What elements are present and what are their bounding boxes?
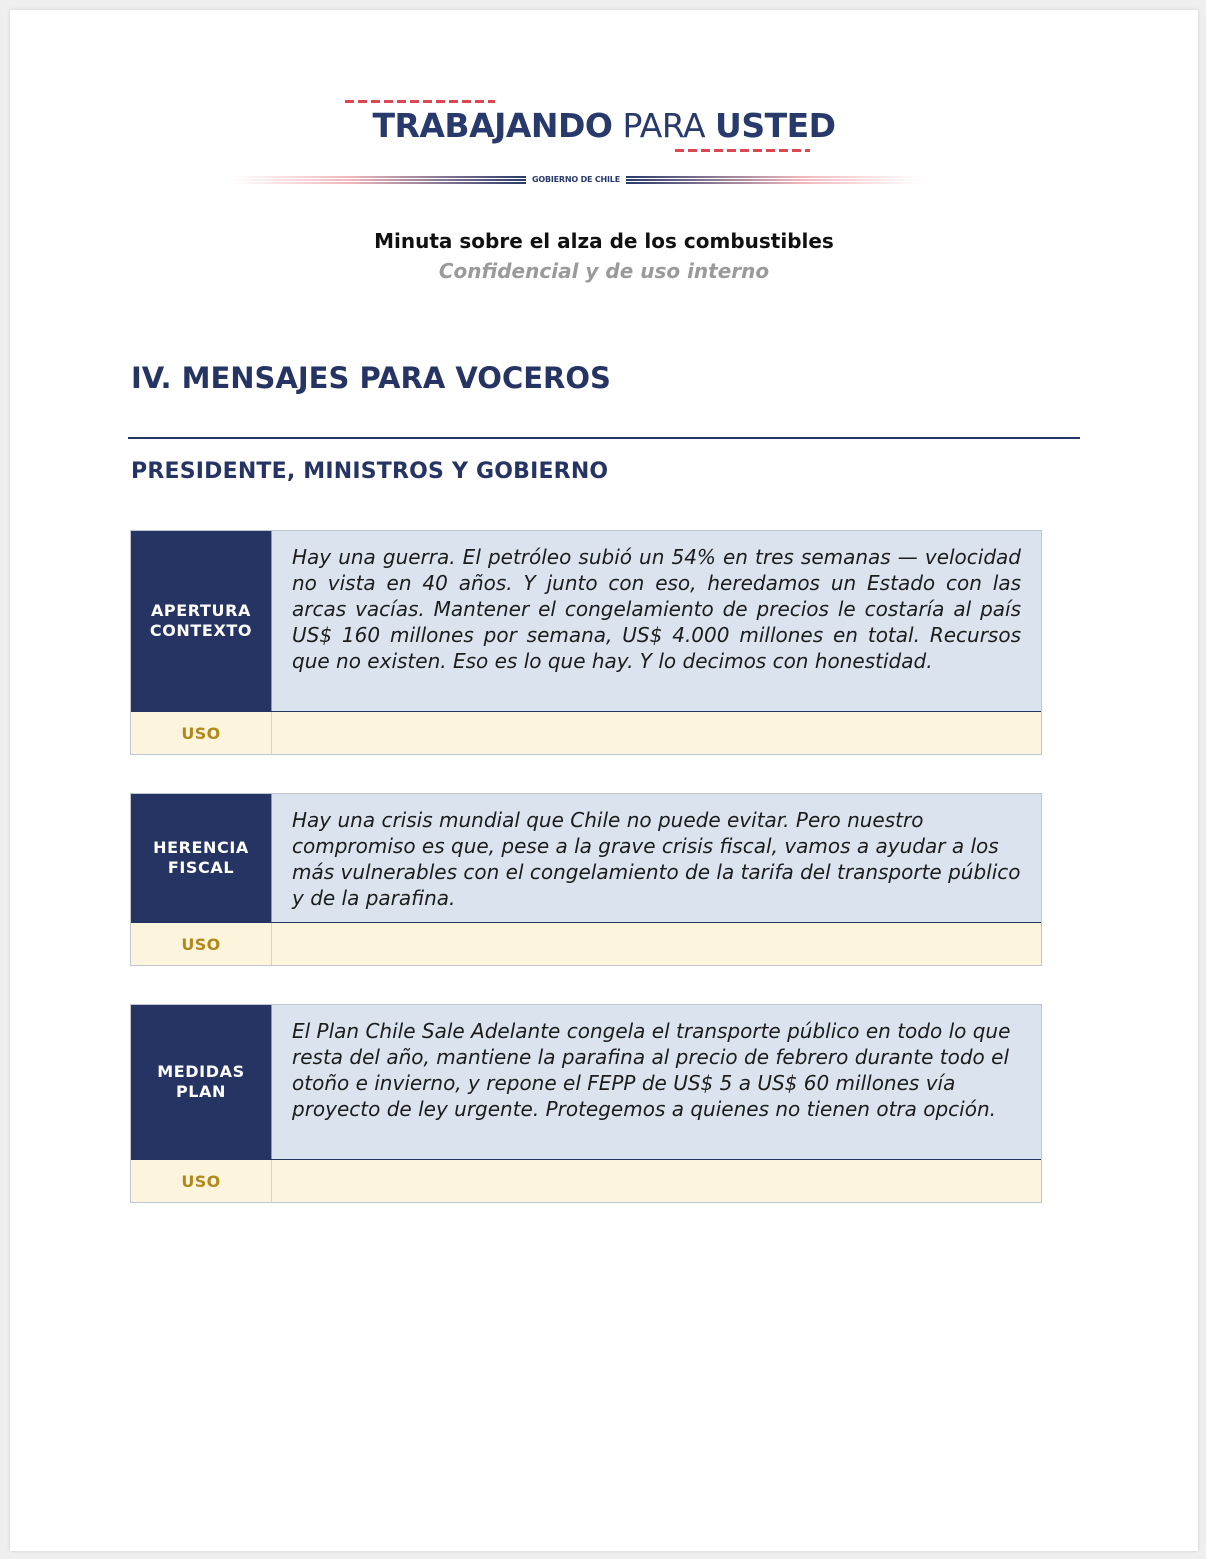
section-divider [128,437,1080,439]
message-text: Hay una crisis mundial que Chile no puede evitar. Pero nuestro compromiso es que, pese a la grave crisis fiscal, vamos a ayudar a los más vulnerables con el congelamiento de la tarifa del transporte público y de la parafina. [271,794,1041,922]
use-row [131,922,1041,965]
message-category-line-2: FISCAL [167,858,235,877]
message-category-label [131,1005,271,1159]
logo-wordmark [10,106,1198,146]
message-category-label [131,794,271,922]
message-block [130,793,1042,966]
use-label: USO [131,1160,271,1202]
section-subheading: PRESIDENTE, MINISTROS Y GOBIERNO [131,459,609,484]
document-title: Minuta sobre el alza de los combustibles [374,229,834,253]
document-page [10,10,1198,1551]
government-logo [10,10,1198,210]
logo-dashes-bottom [675,149,810,152]
message-category-line-2: CONTEXTO [149,621,253,640]
message-category-line-1: MEDIDAS [157,1062,245,1081]
logo-word-3: USTED [715,106,836,145]
logo-word-1: TRABAJANDO [372,106,613,145]
message-category-label [131,531,271,711]
use-label: USO [131,923,271,965]
message-row [131,794,1041,922]
logo-tagline: GOBIERNO DE CHILE [532,175,620,184]
message-row [131,1005,1041,1159]
message-category-line-1: HERENCIA [153,838,249,857]
use-value [271,923,1041,965]
logo-stripe-left [230,176,526,184]
message-row [131,531,1041,711]
message-text: Hay una guerra. El petróleo subió un 54% en tres semanas — velocidad no vista en 40 años. Y junto con eso, heredamos un Estado con las arcas vacías. Mantener el congelamiento de precios le costaría al país US$ 160 millones por semana, US$ 4.000 millones en total. Recursos que no existen. Eso es lo que hay. Y lo decimos con honestidad. [271,531,1041,711]
use-label: USO [131,712,271,754]
message-block [130,1004,1042,1203]
message-category-line-1: APERTURA [150,601,252,620]
document-subtitle: Confidencial y de uso interno [438,259,770,283]
message-block [130,530,1042,755]
message-category-line-2: PLAN [175,1082,227,1101]
use-value [271,712,1041,754]
logo-stripe-right [626,176,922,184]
logo-dashes-top [345,100,495,103]
section-heading: IV. MENSAJES PARA VOCEROS [131,361,611,395]
use-value [271,1160,1041,1202]
logo-word-2: PARA [622,106,706,145]
message-text: El Plan Chile Sale Adelante congela el transporte público en todo lo que resta del año, mantiene la parafina al precio de febrero durante todo el otoño e invierno, y repone el FEPP de US$ 5 a US$ 60 millones vía proyecto de ley urgente. Protegemos a quienes no tienen otra opción. [271,1005,1041,1159]
use-row [131,711,1041,754]
use-row [131,1159,1041,1202]
